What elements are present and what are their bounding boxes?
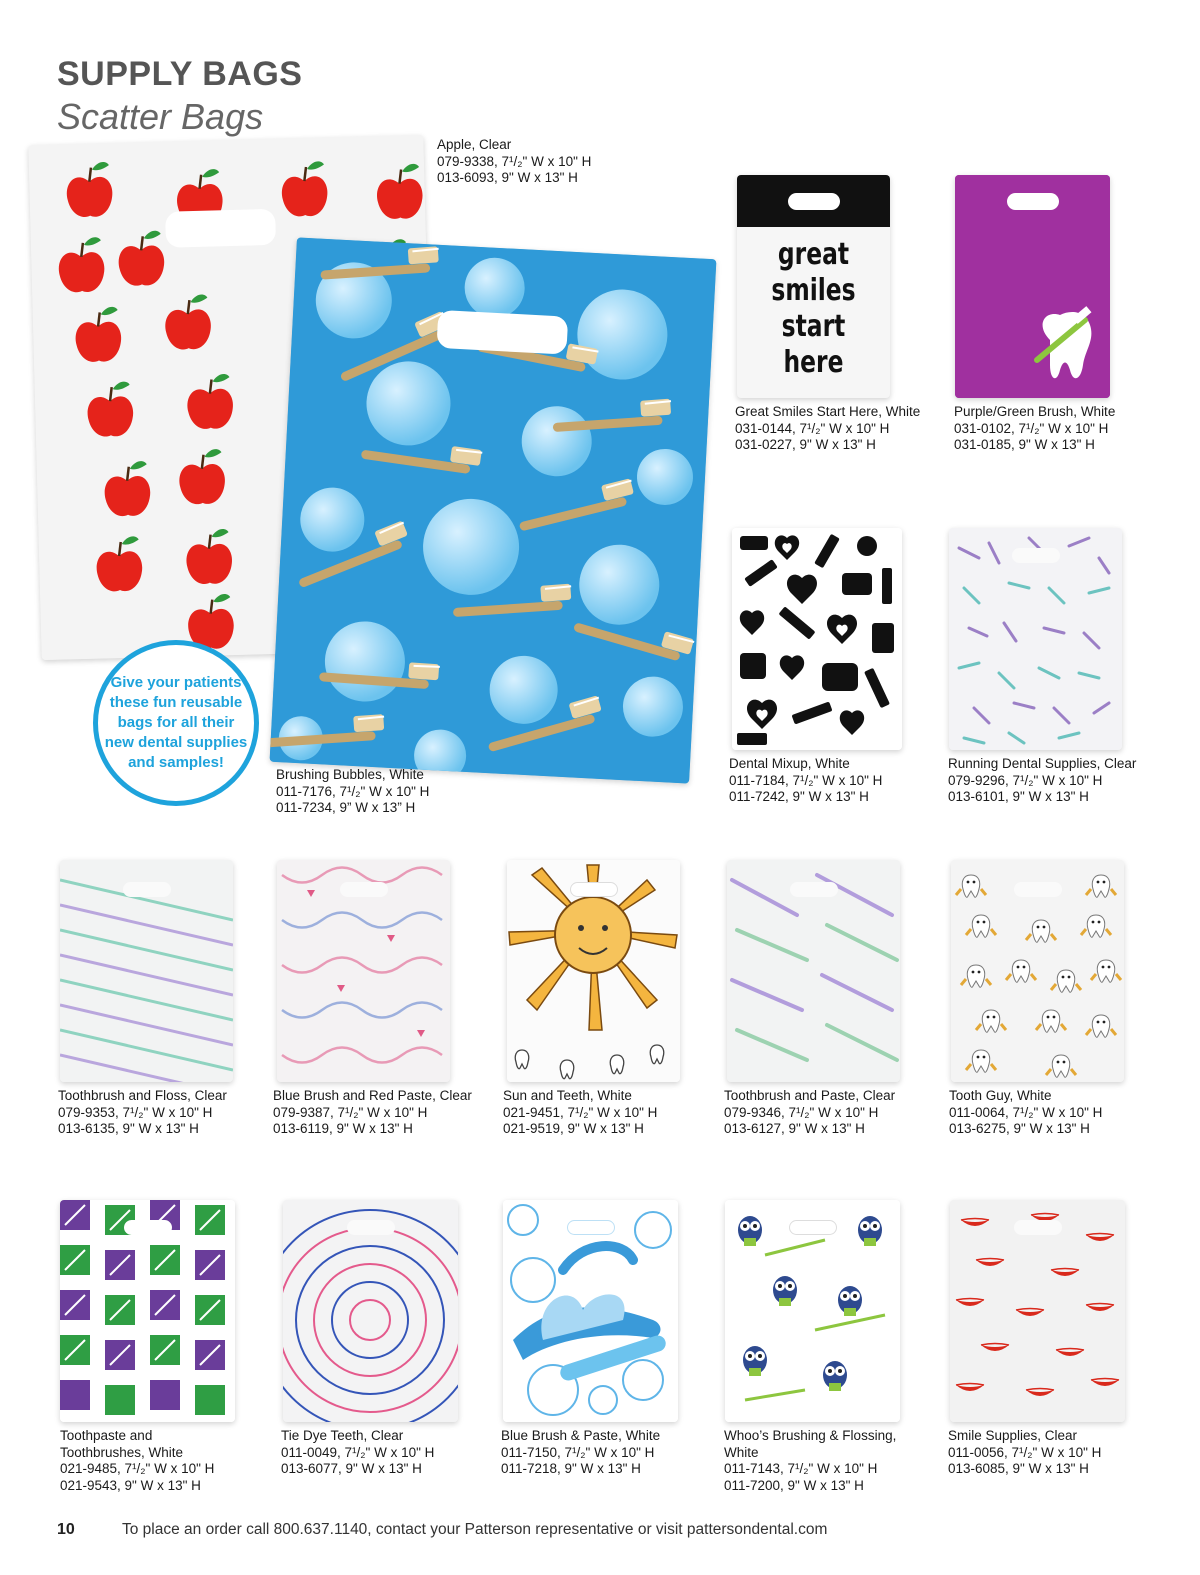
caption-running-supplies xyxy=(948,756,1136,806)
tie-dye-bag-image xyxy=(283,1200,458,1422)
caption-toothpaste-toothbrushes xyxy=(60,1428,214,1494)
slogan-line: smiles xyxy=(771,273,856,308)
slogan-line: great xyxy=(777,237,850,272)
bag-handle xyxy=(788,193,840,210)
slogan-line: start xyxy=(781,309,846,344)
product-name: Brushing Bubbles, White xyxy=(276,767,424,782)
product-sku: 013-6077, 9" W x 13" H xyxy=(281,1461,422,1476)
product-sku: 011-7200, 9" W x 13" H xyxy=(724,1477,864,1493)
caption-great-smiles xyxy=(735,404,920,454)
product-sku: 011-7143, 7¹/₂" W x 10" H xyxy=(724,1461,878,1476)
product-sku: 011-7218, 9" W x 13" H xyxy=(501,1461,641,1476)
footer-order-text: To place an order call 800.637.1140, contact your Patterson representative or visit pattersondental.com xyxy=(122,1521,828,1538)
product-name: Blue Brush & Paste, White xyxy=(501,1428,661,1443)
product-name: Great Smiles Start Here, White xyxy=(735,404,921,419)
product-sku: 013-6085, 9" W x 13" H xyxy=(948,1461,1089,1476)
caption-sun-teeth xyxy=(503,1088,657,1138)
page-title: SUPPLY BAGS xyxy=(57,55,303,93)
product-sku: 011-7176, 7¹/₂" W x 10" H xyxy=(276,783,430,799)
bag-handle xyxy=(1007,193,1059,210)
caption-smile-supplies xyxy=(948,1428,1101,1478)
slogan-line: here xyxy=(783,345,844,380)
caption-tie-dye xyxy=(281,1428,434,1478)
product-name: Running Dental Supplies, Clear xyxy=(948,756,1137,771)
dental-mixup-pattern xyxy=(732,528,902,750)
product-name: Toothbrush and Floss, Clear xyxy=(58,1088,227,1103)
bag-handle xyxy=(570,882,618,897)
bag-handle xyxy=(165,209,276,248)
product-name: Smile Supplies, Clear xyxy=(948,1428,1078,1443)
page-number: 10 xyxy=(57,1521,75,1538)
smile-supplies-bag-image xyxy=(950,1200,1125,1422)
product-sku: 021-9485, 7¹/₂" W x 10" H xyxy=(60,1461,215,1476)
sun-teeth-bag-image xyxy=(507,860,680,1082)
product-sku: 013-6135, 9" W x 13" H xyxy=(58,1121,199,1136)
running-supplies-bag-image xyxy=(949,528,1122,750)
product-name: Sun and Teeth, White xyxy=(503,1088,632,1103)
caption-tooth-guy xyxy=(949,1088,1102,1138)
bag-handle xyxy=(123,882,171,897)
blue-red-bag-image xyxy=(277,860,450,1082)
product-sku: 013-6127, 9" W x 13" H xyxy=(724,1121,865,1136)
product-name: Toothpaste and xyxy=(60,1428,153,1443)
tooth-guy-bag-image xyxy=(951,860,1124,1082)
product-sku: 013-6093, 9" W x 13" H xyxy=(437,170,578,185)
product-name: Toothbrush and Paste, Clear xyxy=(724,1088,896,1103)
bag-handle xyxy=(347,1220,395,1235)
bag-handle xyxy=(1012,548,1060,563)
bag-handle xyxy=(789,1220,837,1235)
product-sku: 021-9519, 9" W x 13" H xyxy=(503,1121,644,1136)
bag-handle xyxy=(1014,1220,1062,1235)
product-sku: 011-7242, 9" W x 13" H xyxy=(729,789,869,804)
product-sku: 011-0049, 7¹/₂" W x 10" H xyxy=(281,1444,435,1460)
purple-green-bag-image xyxy=(955,175,1110,398)
product-sku: 079-9387, 7¹/₂" W x 10" H xyxy=(273,1104,428,1120)
toothpaste-toothbrushes-bag-image xyxy=(60,1200,235,1422)
brushing-bubbles-bag-image xyxy=(270,237,717,783)
product-sku: 079-9296, 7¹/₂" W x 10" H xyxy=(948,772,1103,788)
product-name: White xyxy=(724,1444,759,1460)
toothbrush-floss-bag-image xyxy=(60,860,233,1082)
product-name: Blue Brush and Red Paste, Clear xyxy=(273,1088,472,1103)
product-sku: 011-7234, 9” W x 13” H xyxy=(276,800,416,815)
product-name: Tooth Guy, White xyxy=(949,1088,1052,1103)
product-sku: 013-6275, 9" W x 13" H xyxy=(949,1121,1090,1136)
product-sku: 031-0144, 7¹/₂" W x 10" H xyxy=(735,420,890,436)
caption-purple-green xyxy=(954,404,1115,454)
caption-whoos xyxy=(724,1428,896,1494)
product-sku: 013-6119, 9" W x 13" H xyxy=(273,1121,413,1136)
caption-apple xyxy=(437,137,591,187)
product-name: Dental Mixup, White xyxy=(729,756,850,771)
bag-handle xyxy=(340,882,388,897)
product-name: Apple, Clear xyxy=(437,137,512,152)
great-smiles-bag-image xyxy=(737,175,890,398)
product-sku: 021-9451, 7¹/₂" W x 10" H xyxy=(503,1104,658,1120)
bag-handle xyxy=(124,1220,172,1235)
product-sku: 011-7150, 7¹/₂" W x 10" H xyxy=(501,1444,655,1460)
product-sku: 013-6101, 9" W x 13" H xyxy=(948,789,1089,804)
promo-text: Give your patients these fun reusable bags for all their new dental supplies and samples! xyxy=(104,674,248,771)
whoos-bag-image xyxy=(725,1200,900,1422)
product-name: Whoo’s Brushing & Flossing, xyxy=(724,1428,897,1443)
caption-blue-brush-paste xyxy=(501,1428,660,1478)
caption-toothbrush-paste xyxy=(724,1088,895,1138)
product-sku: 031-0102, 7¹/₂" W x 10" H xyxy=(954,420,1109,436)
caption-dental-mixup xyxy=(729,756,882,806)
blue-brush-paste-bag-image xyxy=(503,1200,678,1422)
product-sku: 079-9346, 7¹/₂" W x 10" H xyxy=(724,1104,879,1120)
product-sku: 031-0227, 9" W x 13" H xyxy=(735,437,876,452)
caption-toothbrush-floss xyxy=(58,1088,227,1138)
page-subtitle: Scatter Bags xyxy=(57,96,264,137)
dental-mixup-bag-image xyxy=(732,528,902,750)
product-name: Tie Dye Teeth, Clear xyxy=(281,1428,404,1443)
bag-handle xyxy=(1014,882,1062,897)
toothbrush-paste-bag-image xyxy=(727,860,900,1082)
bag-handle xyxy=(436,310,568,355)
product-name: Purple/Green Brush, White xyxy=(954,404,1116,419)
promo-circle xyxy=(93,640,259,806)
caption-brushing-bubbles xyxy=(276,767,429,817)
product-sku: 021-9543, 9" W x 13" H xyxy=(60,1477,201,1493)
bag-handle xyxy=(567,1220,615,1235)
product-sku: 011-7184, 7¹/₂" W x 10" H xyxy=(729,772,883,788)
product-sku: 079-9353, 7¹/₂" W x 10" H xyxy=(58,1104,213,1120)
product-sku: 031-0185, 9" W x 13" H xyxy=(954,437,1095,452)
product-sku: 079-9338, 7¹/₂" W x 10" H xyxy=(437,153,592,169)
product-name: Toothbrushes, White xyxy=(60,1444,184,1460)
bag-slogan xyxy=(754,237,873,381)
caption-blue-red xyxy=(273,1088,472,1138)
bag-handle xyxy=(790,882,838,897)
product-sku: 011-0056, 7¹/₂" W x 10" H xyxy=(948,1444,1102,1460)
product-sku: 011-0064, 7¹/₂" W x 10" H xyxy=(949,1104,1103,1120)
